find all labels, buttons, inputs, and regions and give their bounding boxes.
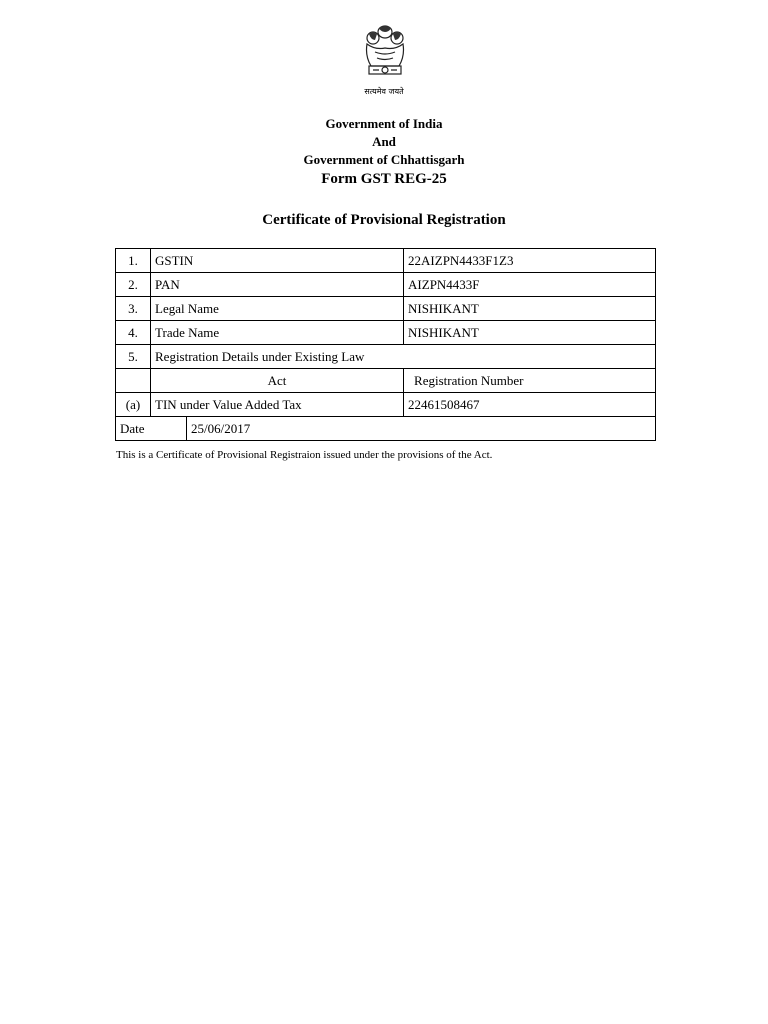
row-label: Registration Details under Existing Law: [151, 345, 656, 369]
table-row: [116, 393, 656, 417]
row-number: 3.: [116, 297, 151, 321]
table-row: [116, 417, 656, 441]
date-value: 25/06/2017: [187, 417, 656, 441]
entry-registration-number: 22461508467: [404, 393, 656, 417]
header-and: And: [372, 134, 396, 149]
empty-cell: [116, 369, 151, 393]
row-value: AIZPN4433F: [404, 273, 656, 297]
row-label: Trade Name: [151, 321, 404, 345]
entry-act: TIN under Value Added Tax: [151, 393, 404, 417]
table-row: [116, 297, 656, 321]
registration-details-table: [115, 248, 656, 441]
header-state-government: Government of Chhattisgarh: [303, 152, 465, 167]
row-number: 2.: [116, 273, 151, 297]
column-header-registration-number: Registration Number: [404, 369, 656, 393]
row-label: Legal Name: [151, 297, 404, 321]
row-number: 4.: [116, 321, 151, 345]
row-label: GSTIN: [151, 249, 404, 273]
table-row: [116, 273, 656, 297]
row-number: 5.: [116, 345, 151, 369]
entry-index: (a): [116, 393, 151, 417]
table-row: [116, 249, 656, 273]
emblem-motto: सत्यमेव जयते: [364, 87, 404, 96]
table-row: [116, 345, 656, 369]
table-row: [116, 321, 656, 345]
date-label: Date: [116, 417, 187, 441]
footnote: This is a Certificate of Provisional Registraion issued under the provisions of the Act.: [116, 449, 493, 461]
form-title: Form GST REG-25: [321, 171, 447, 187]
row-value: NISHIKANT: [404, 321, 656, 345]
row-label: PAN: [151, 273, 404, 297]
table-row: [116, 369, 656, 393]
row-value: NISHIKANT: [404, 297, 656, 321]
certificate-title: Certificate of Provisional Registration: [262, 212, 506, 228]
column-header-act: Act: [151, 369, 404, 393]
row-value: 22AIZPN4433F1Z3: [404, 249, 656, 273]
row-number: 1.: [116, 249, 151, 273]
header-government-of-india: Government of India: [325, 116, 443, 131]
